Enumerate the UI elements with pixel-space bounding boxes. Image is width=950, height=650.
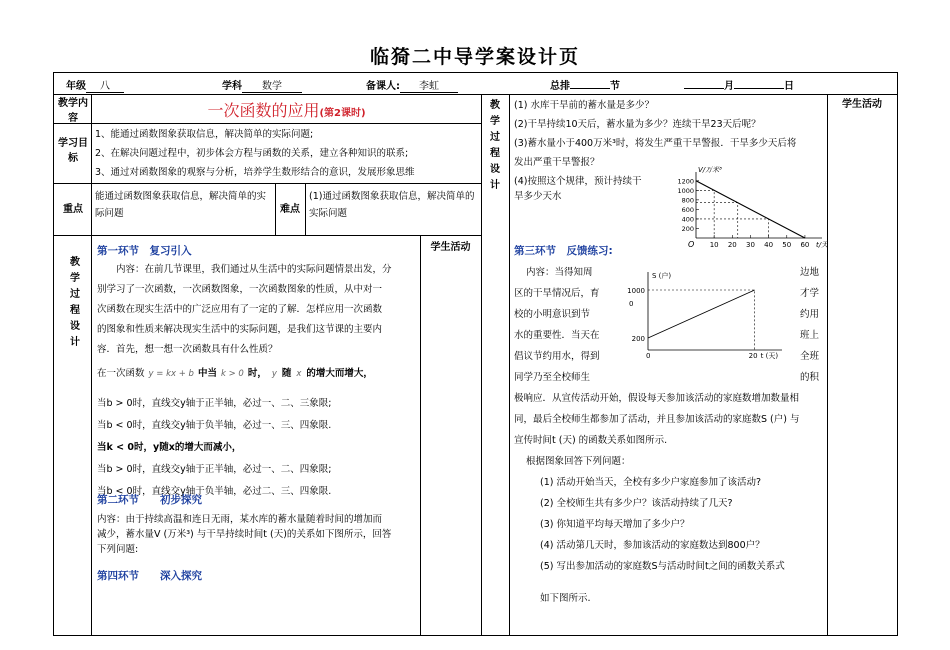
y-tick-label: 400 — [681, 215, 694, 224]
question-item: (1) 水库干旱前的蓄水量是多少？ — [514, 100, 654, 111]
question-item: (2)干旱持续10天后，蓄水量为多少？连续干旱23天后呢？ — [514, 119, 761, 130]
question-item: (3)蓄水量小于400万米³时，将发生严重干旱警报．干旱多少天后将 — [514, 138, 797, 149]
y-tick-label: 200 — [681, 224, 694, 233]
sub-question-item: (1) 活动开始当天，全校有多少户家庭参加了该活动? — [540, 477, 762, 488]
page-title: 临猗二中导学案设计页 — [369, 46, 580, 68]
x-tick-label: 20 — [727, 241, 737, 249]
question-4: (4)按照这个规律，预计持续干 旱多少天水 — [514, 176, 642, 202]
sub-question-item: (2) 全校师生共有多少户？该活动持续了几天? — [540, 498, 733, 509]
closing-text: 如下图所示. — [540, 593, 591, 604]
difficulty-label: 难点 — [280, 204, 300, 215]
origin-label: O — [688, 240, 695, 249]
section-1-title: 第一环节 复习引入 — [97, 245, 192, 257]
section-3-title: 第三环节 反馈练习: — [514, 245, 613, 257]
x-tick-label: 40 — [764, 241, 774, 249]
total-field: 总排 节 — [550, 81, 620, 92]
goal-item: 3、通过对函数图象的观察与分析，培养学生数形结合的意识，发展形象思维 — [95, 167, 415, 178]
header-row — [66, 77, 886, 91]
goal-item: 1、能通过函数图象获取信息，解决简单的实际问题; — [95, 129, 314, 140]
sub-question-item: (3) 你知道平均每天增加了多少户？ — [540, 519, 690, 530]
question-item: 发出严重干旱警报？ — [514, 157, 600, 168]
series-line — [648, 290, 755, 338]
y-axis-label: S (户) — [652, 272, 672, 280]
section-4-title: 第四环节 深入探究 — [97, 570, 202, 582]
goals-list — [95, 125, 479, 182]
x-tick-label: 10 — [709, 241, 719, 249]
process-label-right: 教学过程设计 — [490, 100, 500, 191]
sub-question-item: (4) 活动第几天时，参加该活动的家庭数达到800户？ — [540, 540, 765, 551]
y-tick-label: 1200 — [677, 177, 694, 186]
y-tick-label: 200 — [631, 335, 645, 343]
grade-field: 年级 八 — [66, 77, 124, 93]
date-field: 月 日 — [684, 77, 794, 92]
x-axis-label: t (天) — [760, 352, 779, 360]
x-tick-label: 20 — [748, 352, 758, 360]
question-list — [514, 96, 826, 172]
section-2-paragraph: 内容：由于持续高温和连日无雨，某水库的蓄水量随着时间的增加而 减少，蓄水量V (万米³) 与干旱持续时间t (天)的关系如下图所示，回答 下列问题: — [97, 514, 392, 555]
section-3-paragraph: 极响应．从宣传活动开始，假设每天参加该活动的家庭数增加数量相 同，最后全校师生都参加了活动，并且参加该活动的家庭数S (户) 与 宣传时间t (天) 的函数关系如图所示. 根据图象回答下列问题： — [514, 393, 800, 467]
family-count-chart — [624, 268, 794, 364]
linear-property: 在一次函数 y = kx + b 中当 k > 0 时， y 随 x 的增大而增大， — [97, 368, 373, 379]
series-line — [696, 181, 805, 238]
x-tick-label: 50 — [782, 241, 792, 249]
teacher-field: 备课人: 李虹 — [366, 77, 458, 93]
y-axis-label: V/万米³ — [698, 166, 722, 174]
x-tick-label: 30 — [746, 241, 755, 249]
guide-line — [648, 290, 755, 350]
section-1-paragraph: 内容：在前几节课里，我们通过从生活中的实际问题情景出发，分 别学习了一次函数，一次函数图象，一次函数图象的性质，从中对一 次函数在现实生活中的广泛应用有了一定的了解．怎样应用一次函数 的图象和性质来解决现实生活中的实际问题，是我们这节课的主要内 容．首先，想一想一次函数具有什么性质？ — [97, 264, 392, 355]
y-zero-label: 0 — [629, 300, 634, 308]
subject-field: 学科 数学 — [222, 77, 302, 93]
y-tick-label: 1000 — [677, 186, 694, 195]
section-3-left-lines: 内容：当得知周 区的干旱情况后，育 校的小明意识到节 水的重要性．当天在 倡议节约用水，得到 同学乃至全校师生 — [514, 267, 600, 383]
y-tick-label: 1000 — [627, 287, 645, 295]
key-label: 重点 — [63, 204, 83, 215]
difficulty-text: (1)通过函数图象获取信息，解决简单的实际问题 — [309, 191, 475, 219]
guide-line — [696, 190, 714, 238]
x-tick-label: 60 — [800, 241, 810, 249]
y-tick-label: 600 — [681, 205, 694, 214]
sub-question-item: (5) 写出参加活动的家庭数S与活动时间t之间的函数关系式 — [540, 561, 785, 572]
section-2-title: 第二环节 初步探究 — [97, 494, 202, 506]
kpos-cases: 当b > 0时，直线交y轴于正半轴，必过一、二、三象限; 当b < 0时，直线交y轴于负半轴，必过一、三、四象限. 当k < 0时，y随x的增大而减小， 当b > 0时，直线交y轴于正半轴，必过一、二、四象限; 当b < 0时，直线交y轴于负半轴，必过二、三、四象限. — [97, 398, 332, 497]
origin-label: 0 — [646, 352, 651, 360]
goals-label: 学习目标 — [58, 138, 88, 164]
y-tick-label: 800 — [681, 196, 694, 205]
section-3-right-lines: 边地 才学 约用 班上 全班 的积 — [800, 267, 820, 383]
lesson-title: 一次函数的应用(第2课时) — [207, 101, 366, 120]
student-activity-label-right: 学生活动 — [842, 99, 882, 110]
goal-item: 2、在解决问题过程中，初步体会方程与函数的关系，建立各种知识的联系; — [95, 148, 409, 159]
guide-line — [696, 203, 738, 238]
content-label: 教学内容 — [58, 98, 88, 124]
sub-question-list — [540, 472, 826, 577]
student-activity-label-left: 学生活动 — [430, 242, 471, 253]
x-axis-label: t/天 — [816, 241, 828, 249]
key-text: 能通过函数图象获取信息，解决简单的实际问题 — [95, 191, 267, 219]
water-volume-chart — [668, 164, 828, 250]
process-label-left: 教学过程设计 — [70, 257, 80, 348]
